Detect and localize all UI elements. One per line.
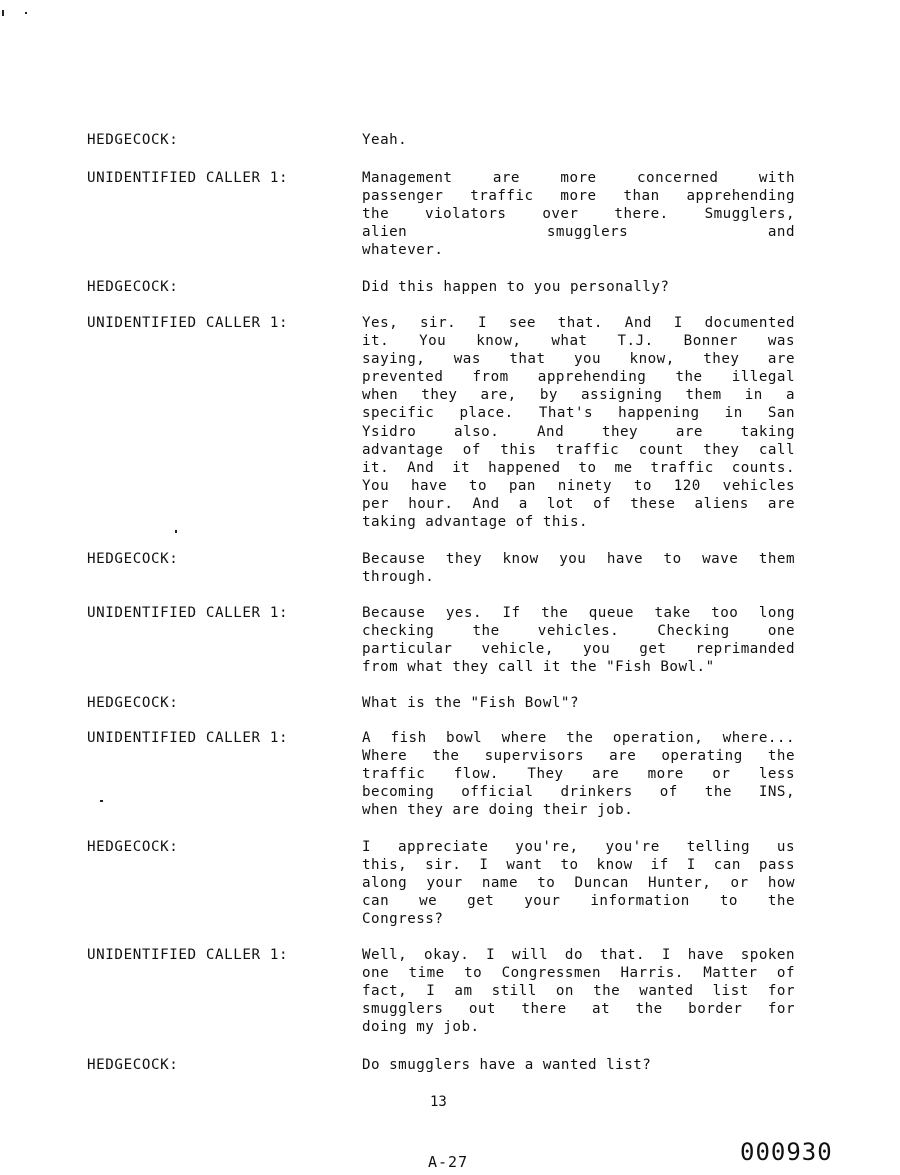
speaker-label: HEDGECOCK: [87, 839, 179, 855]
scan-speck [25, 12, 27, 14]
speech-line: through. [362, 569, 435, 586]
speech-text [362, 946, 795, 1036]
speech-line: advantage of this traffic count they call [362, 441, 795, 458]
speech-line: this, sir. I want to know if I can pass [362, 857, 795, 874]
exhibit-label: A-27 [428, 1153, 469, 1171]
speaker-label: HEDGECOCK: [87, 279, 179, 295]
speech-line: Do smugglers have a wanted list? [362, 1057, 652, 1073]
speaker-label: UNIDENTIFIED CALLER 1: [87, 605, 289, 621]
speech-text [362, 131, 795, 149]
speech-line: You have to pan ninety to 120 vehicles [362, 477, 795, 494]
speaker-label: HEDGECOCK: [87, 1057, 179, 1073]
speech-line: prevented from apprehending the illegal [362, 369, 795, 386]
speech-line: doing my job. [362, 1019, 480, 1036]
speech-line: traffic flow. They are more or less [362, 766, 795, 783]
speech-line: specific place. That's happening in San [362, 405, 795, 422]
speech-line: smugglers out there at the border for [362, 1001, 795, 1018]
speech-line: from what they call it the "Fish Bowl." [362, 659, 715, 676]
speech-line: per hour. And a lot of these aliens are [362, 495, 795, 512]
speech-text [362, 314, 795, 531]
speech-text [362, 838, 795, 928]
speech-line: Where the supervisors are operating the [362, 748, 795, 765]
page-number: 13 [430, 1094, 447, 1110]
speech-line: when they are doing their job. [362, 802, 634, 819]
speech-line: saying, was that you know, they are [362, 351, 795, 368]
speech-text [362, 278, 795, 296]
speech-text [362, 169, 795, 259]
speech-line: I appreciate you're, you're telling us [362, 839, 795, 855]
speech-line: A fish bowl where the operation, where... [362, 730, 795, 746]
speaker-label: UNIDENTIFIED CALLER 1: [87, 315, 289, 331]
speech-text [362, 1056, 795, 1074]
speech-line: alien smugglers and [362, 224, 795, 241]
speech-line: when they are, by assigning them in a [362, 387, 795, 404]
speaker-label: UNIDENTIFIED CALLER 1: [87, 947, 289, 963]
speech-text [362, 550, 795, 586]
speech-line: Because yes. If the queue take too long [362, 605, 795, 621]
speech-text [362, 694, 795, 712]
speech-line: checking the vehicles. Checking one [362, 623, 795, 640]
speech-line: along your name to Duncan Hunter, or how [362, 875, 795, 892]
speech-line: one time to Congressmen Harris. Matter of [362, 965, 795, 982]
speaker-label: UNIDENTIFIED CALLER 1: [87, 170, 289, 186]
speech-line: the violators over there. Smugglers, [362, 206, 795, 223]
speech-line: Because they know you have to wave them [362, 551, 795, 567]
speech-line: taking advantage of this. [362, 514, 589, 531]
speaker-label: HEDGECOCK: [87, 695, 179, 711]
bates-number: 000930 [740, 1138, 833, 1166]
scan-speck [100, 800, 103, 802]
speech-line: Management are more concerned with [362, 170, 795, 186]
speech-line: becoming official drinkers of the INS, [362, 784, 795, 801]
speech-line: it. You know, what T.J. Bonner was [362, 333, 795, 350]
speech-line: fact, I am still on the wanted list for [362, 983, 795, 1000]
speech-line: What is the "Fish Bowl"? [362, 695, 579, 711]
speech-text [362, 604, 795, 676]
speech-line: Yeah. [362, 132, 408, 148]
speech-line: whatever. [362, 242, 444, 259]
speech-text [362, 729, 795, 819]
speech-line: Congress? [362, 911, 444, 928]
speech-line: it. And it happened to me traffic counts. [362, 459, 795, 476]
speech-line: passenger traffic more than apprehending [362, 188, 795, 205]
speech-line: particular vehicle, you get reprimanded [362, 641, 795, 658]
speech-line: can we get your information to the [362, 893, 795, 910]
speech-line: Did this happen to you personally? [362, 279, 670, 295]
speech-line: Yes, sir. I see that. And I documented [362, 315, 795, 331]
scan-speck [2, 10, 4, 16]
speech-line: Ysidro also. And they are taking [362, 423, 795, 440]
speaker-label: HEDGECOCK: [87, 132, 179, 148]
speech-line: Well, okay. I will do that. I have spoken [362, 947, 795, 963]
speaker-label: UNIDENTIFIED CALLER 1: [87, 730, 289, 746]
speaker-label: HEDGECOCK: [87, 551, 179, 567]
scan-speck [175, 530, 177, 533]
